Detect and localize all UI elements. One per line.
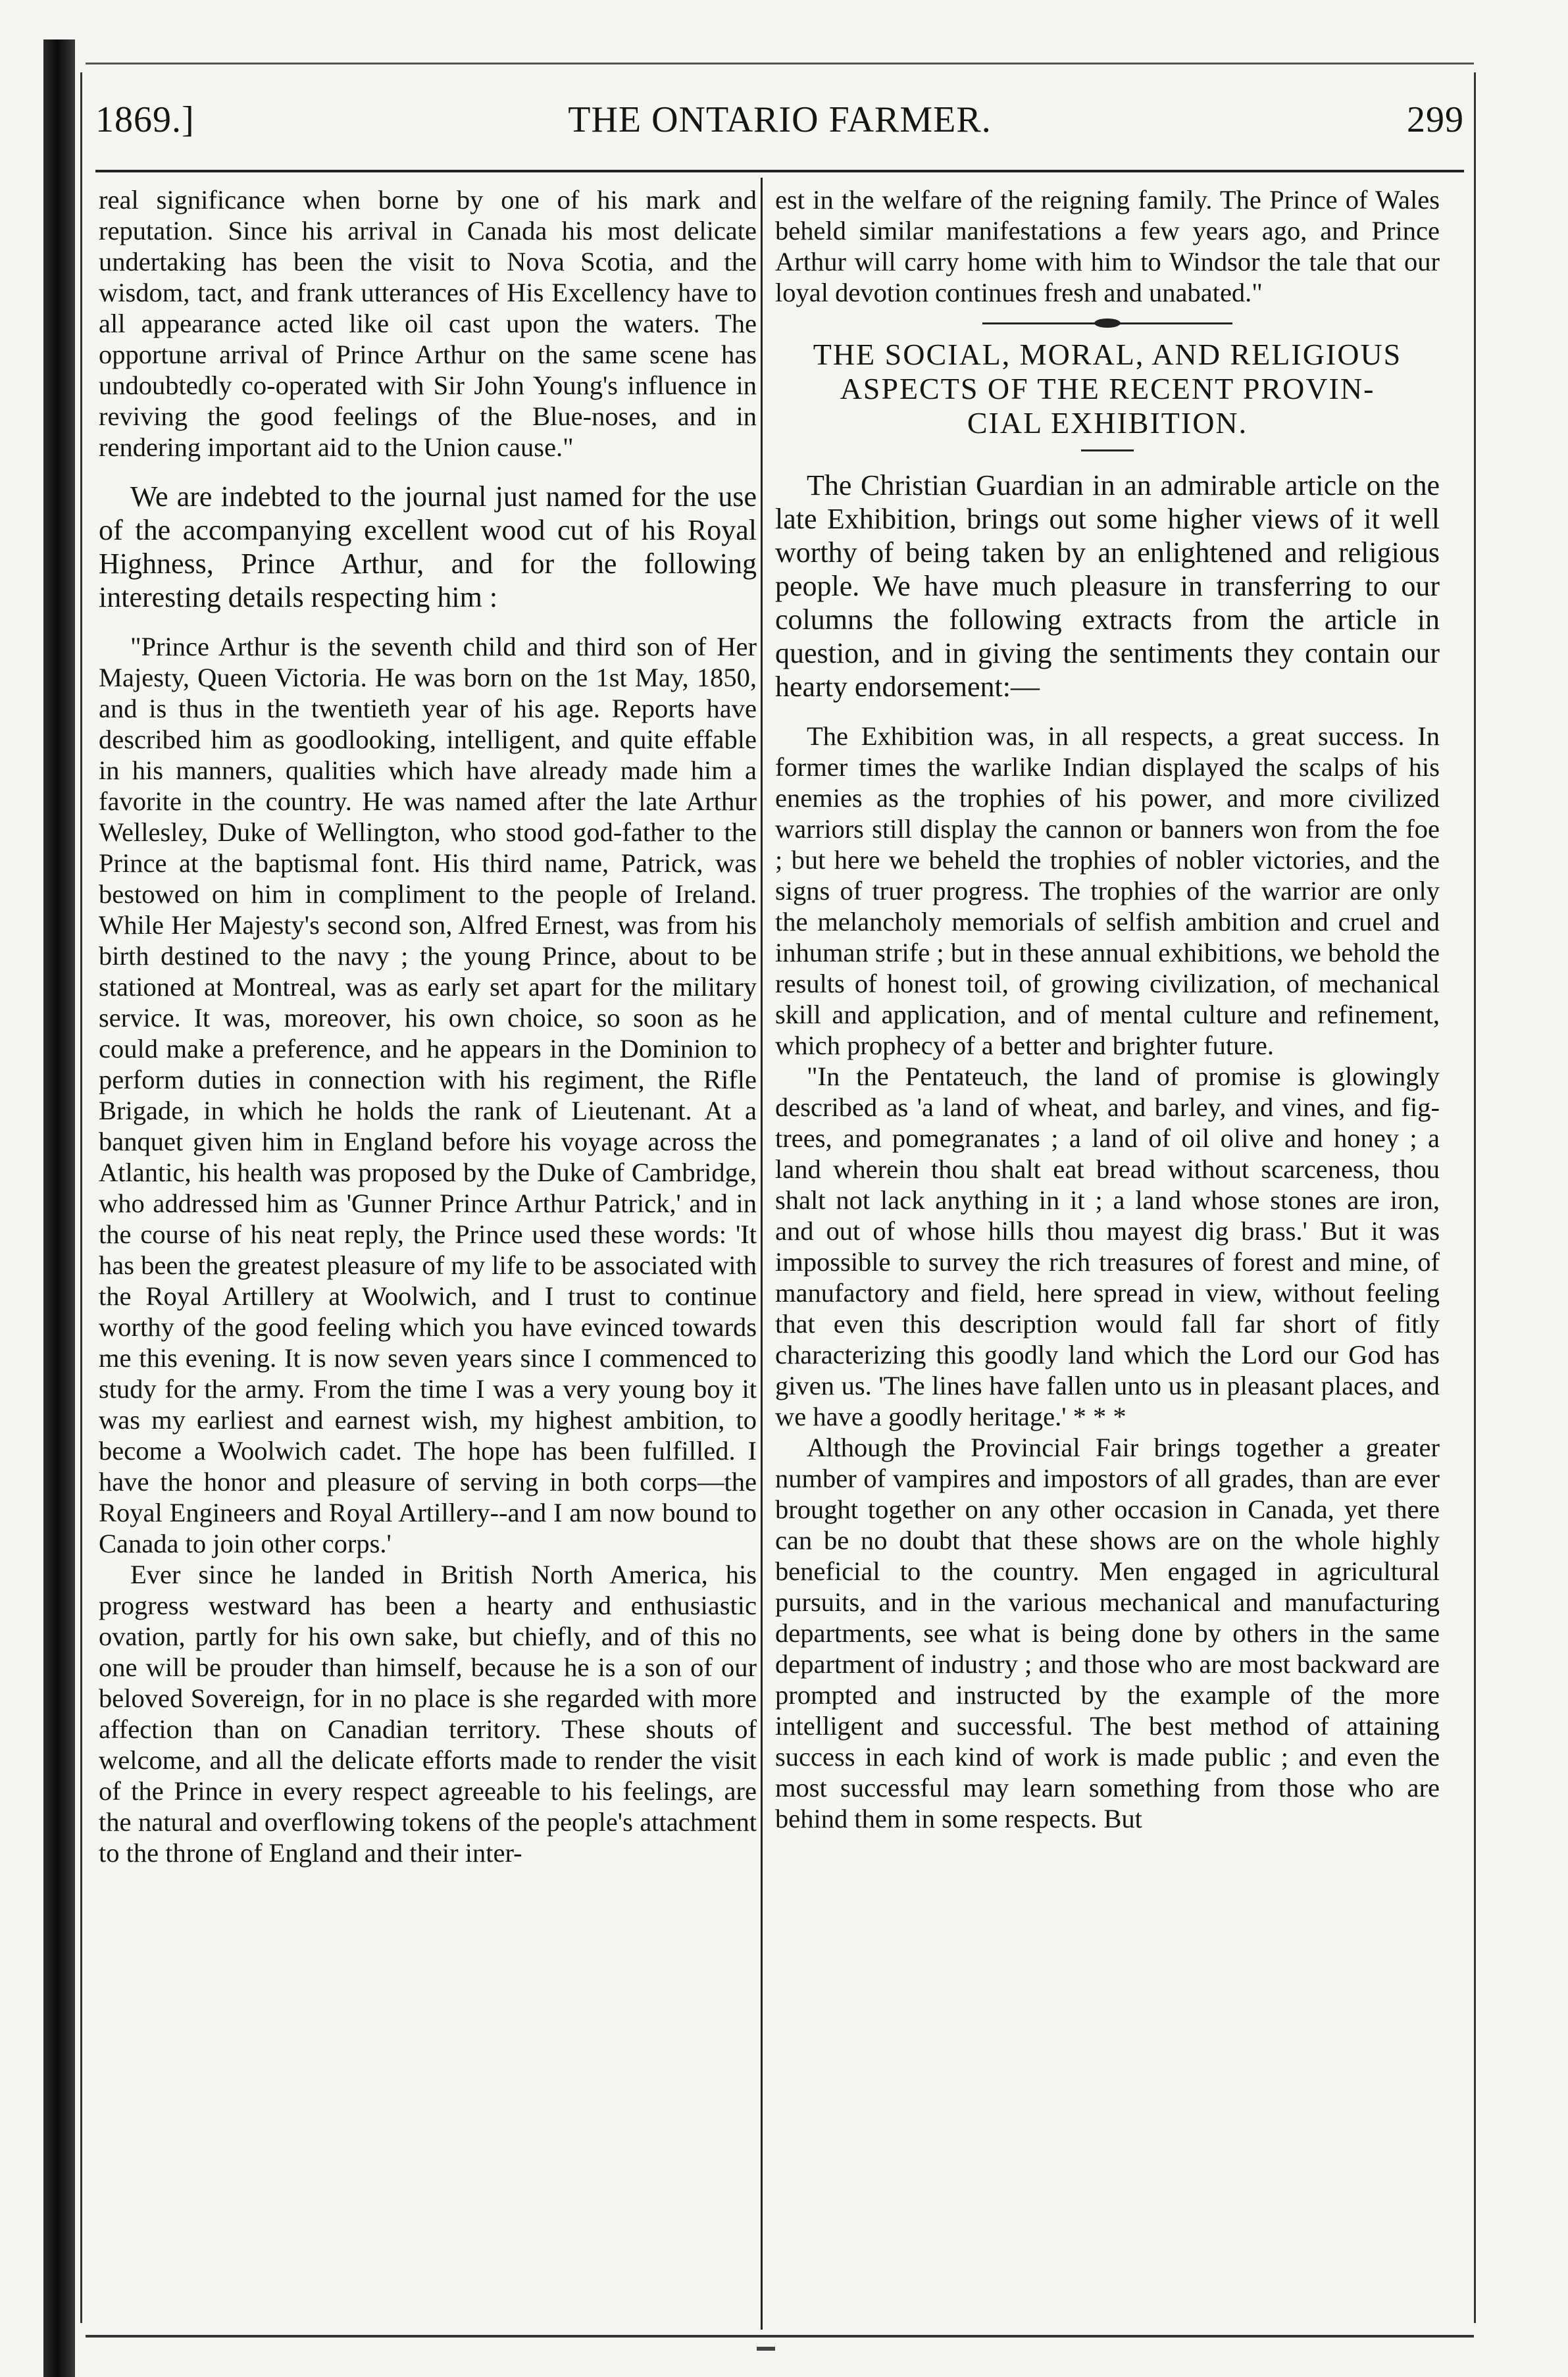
section-heading-line: ASPECTS OF THE RECENT PROVIN- [840,372,1375,405]
section-heading-line: CIAL EXHIBITION. [967,406,1248,440]
section-divider [982,322,1232,324]
section-heading-line: THE SOCIAL, MORAL, AND RELIGIOUS [813,338,1402,371]
paragraph: The Exhibition was, in all respects, a great success. In former times the warlike Indian displayed the scalps of his enemies as the trophies of his power, and more civilized warriors still display the cannon or banners won from the foe ; but here we beheld the trophies of nobler victories, and the signs of truer progress. The trophies of the warrior are only the melancholy memorials of selfish ambition and cruel and inhuman strife ; but in these annual exhibitions, we behold the results of honest toil, of growing civilization, of mechanical skill and application, and of mental culture and refinement, which prophecy of a better and brighter future. [775,721,1440,1060]
page-frame-left [80,72,82,2323]
paragraph: est in the welfare of the reigning family. The Prince of Wales beheld similar manifestations a few years ago, and Prince Arthur will carry home with him to Windsor the tale that our loyal devotion continues fresh and unabated." [775,185,1440,307]
page-frame-top [86,63,1474,64]
paragraph: "Prince Arthur is the seventh child and third son of Her Majesty, Queen Victoria. He was born on the 1st May, 1850, and is thus in the twentieth year of his age. Reports have described him as goodlooking, intelligent, and quite effable in his manners, qualities which have already made him a favorite in the country. He was named after the late Arthur Wellesley, Duke of Wellington, who stood god-father to the Prince at the baptismal font. His third name, Patrick, was bestowed on him in compliment to the people of Ireland. While Her Majesty's second son, Alfred Ernest, was from his birth destined to the navy ; the young Prince, about to be stationed at Montreal, was as early set apart for the military service. It was, moreover, his own choice, so soon as he could make a preference, and he appears in the Dominion to perform duties in connection with his regiment, the Rifle Brigade, in which he holds the rank of Lieutenant. At a banquet given him in England before his voyage across the Atlantic, his health was proposed by the Duke of Cambridge, who addressed him as 'Gunner Prince Arthur Patrick,' and in the course of his neat reply, the Prince used these words: 'It has been the greatest pleasure of my life to be associated with the Royal Artillery at Woolwich, and I trust to continue worthy of the good feeling which you have evinced towards me this evening. It is now seven years since I commenced to study for the army. From the time I was a very young boy it was my earliest and earnest wish, my highest ambition, to become a Woolwich cadet. The hope has been fulfilled. I have the honor and pleasure of serving in both corps—the Royal Engineers and Royal Artillery--and I am now bound to Canada to join other corps.' [99,632,757,1558]
page-frame-bottom [86,2335,1474,2338]
book-spine-shadow [43,39,75,2377]
paragraph: Although the Provincial Fair brings together a greater number of vampires and impostors of all grades, than are ever brought together on any other occasion in Canada, yet there can be no doubt that these shows are on the whole highly beneficial to the country. Men engaged in agricultural pursuits, and in the various mechanical and manufacturing departments, see what is being done by others in the same department of industry ; and those who are most backward are prompted and instructed by the example of the more intelligent and successful. The best method of attaining success in each kind of work is made public ; and even the most successful may learn something from those who are behind them in some respects. But [775,1433,1440,1833]
bottom-mark [757,2347,775,2351]
heading-rule [1081,449,1134,451]
section-heading [775,338,1440,440]
right-column [775,184,1440,2323]
paragraph: The Christian Guardian in an admirable article on the late Exhibition, brings out some higher views of it well worthy of being taken by an enlightened and religious people. We have much pleasure in transferring to our columns the following extracts from the article in question, and in giving the sentiments they contain our hearty endorsement:— [775,469,1440,703]
page-frame-right [1474,72,1476,2323]
publication-title: THE ONTARIO FARMER. [568,99,992,140]
issue-year: 1869.] [95,99,195,140]
paragraph: Ever since he landed in British North America, his progress westward has been a hearty and enthusiastic ovation, partly for his own sake, but chiefly, and of this no one will be prouder than himself, because he is a son of our beloved Sovereign, for in no place is she regarded with more affection than on Canadian territory. These shouts of welcome, and all the delicate efforts made to render the visit of the Prince in every respect agreeable to his feelings, are the natural and overflowing tokens of the people's attachment to the throne of England and their inter- [99,1560,757,1868]
running-header [95,99,1464,165]
paragraph: "In the Pentateuch, the land of promise is glowingly described as 'a land of wheat, and barley, and vines, and fig-trees, and pomegranates ; a land of oil olive and honey ; a land wherein thou shalt eat bread without scarceness, thou shalt not lack anything in it ; a land whose stones are iron, and out of whose hills thou mayest dig brass.' But it was impossible to survey the rich treasures of forest and mine, of manufactory and field, here spread in view, without feeling that even this description would fall far short of fitly characterizing this goodly land which the Lord our God has given us. 'The lines have fallen unto us in pleasant places, and we have a goodly heritage.' * * * [775,1061,1440,1431]
header-rule [95,170,1464,172]
paragraph: We are indebted to the journal just named for the use of the accompanying excellent wood cut of his Royal Highness, Prince Arthur, and for the following interesting details respecting him : [99,480,757,613]
column-divider [761,178,763,2330]
paragraph: real significance when borne by one of his mark and reputation. Since his arrival in Canada his most delicate undertaking has been the visit to Nova Scotia, and the wisdom, tact, and frank utterances of His Excellency have to all appearance acted like oil cast upon the waters. The opportune arrival of Prince Arthur on the same scene has undoubtedly co-operated with Sir John Young's influence in reviving the good feelings of the Blue-noses, and in rendering important aid to the Union cause." [99,185,757,462]
left-column [99,184,757,2323]
page-number: 299 [1407,99,1464,140]
